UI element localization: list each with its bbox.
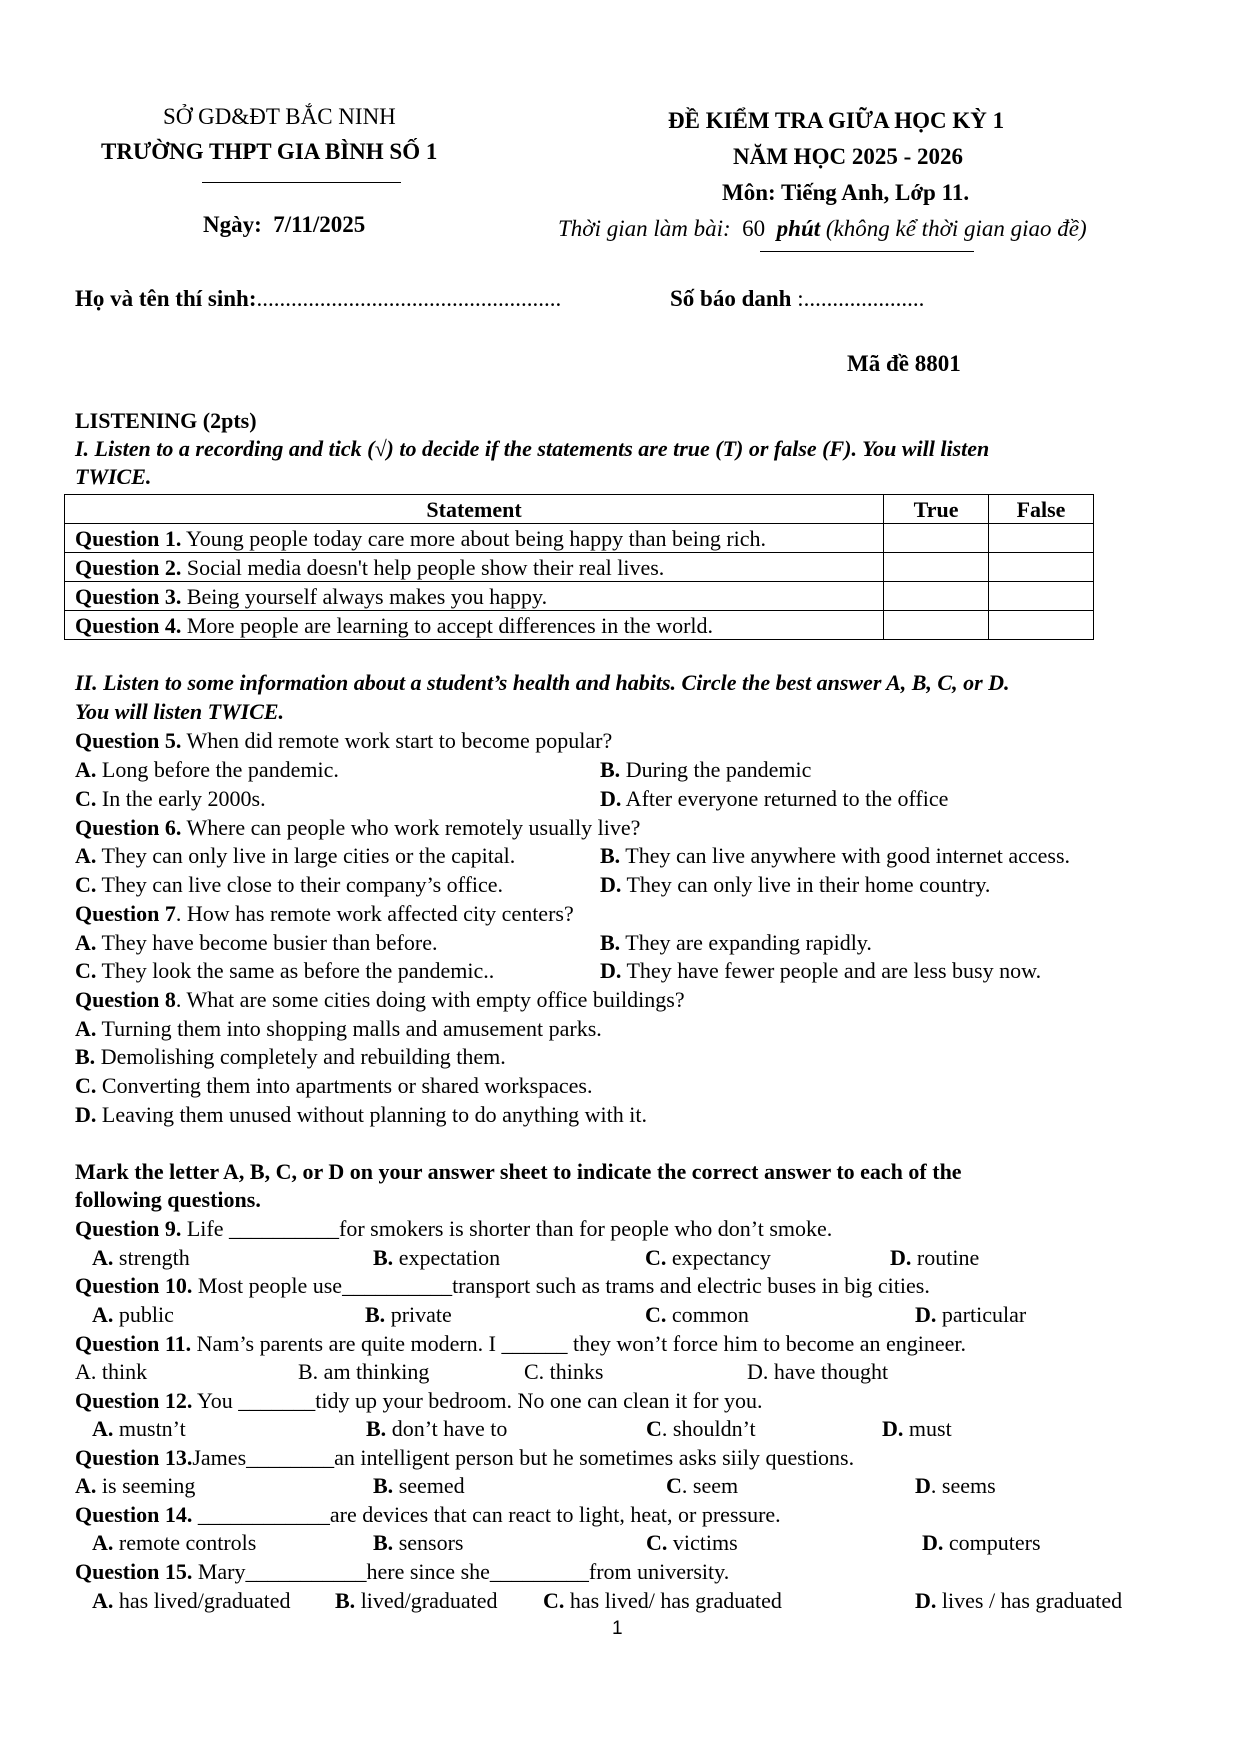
option-letter: C — [666, 1473, 682, 1498]
time-number: 60 — [742, 216, 766, 241]
option-b[interactable] — [373, 1530, 463, 1556]
option-letter: B. — [373, 1530, 394, 1555]
exam-time — [558, 216, 1087, 242]
option-text: particular — [936, 1302, 1027, 1327]
question-15 — [75, 1559, 729, 1585]
option-letter: B. — [600, 930, 621, 955]
option-text: B. am thinking — [298, 1359, 430, 1384]
option-text: private — [385, 1302, 452, 1327]
option-text: They have become busier than before. — [96, 930, 438, 955]
option-text: They look the same as before the pandemic.. — [96, 958, 495, 983]
option-text: . seem — [681, 1473, 739, 1498]
option-text: seemed — [393, 1473, 465, 1498]
option-letter: A. — [92, 1416, 114, 1441]
question-text: Mary___________here since she_________from university. — [192, 1559, 730, 1584]
option-c[interactable] — [75, 1073, 593, 1099]
option-d[interactable] — [915, 1473, 996, 1499]
option-text: remote controls — [113, 1530, 257, 1555]
option-a[interactable] — [75, 930, 437, 956]
option-letter: D. — [915, 1302, 937, 1327]
option-d[interactable] — [600, 872, 990, 898]
option-c[interactable] — [75, 872, 503, 898]
false-cell[interactable] — [989, 553, 1094, 582]
option-letter: A. — [92, 1302, 114, 1327]
candidate-id — [670, 286, 924, 312]
question-6 — [75, 815, 640, 841]
option-d[interactable] — [890, 1245, 979, 1271]
statement-text: Being yourself always makes you happy. — [181, 583, 548, 609]
option-letter: D. — [922, 1530, 944, 1555]
option-b[interactable] — [373, 1473, 465, 1499]
option-text: They can only live in large cities or the capital. — [96, 843, 516, 868]
school-name: TRƯỜNG THPT GIA BÌNH SỐ 1 — [101, 139, 438, 164]
option-letter: D. — [915, 1588, 937, 1613]
option-c[interactable] — [543, 1588, 782, 1614]
statement-table — [64, 494, 1094, 640]
exam-date — [203, 212, 365, 238]
option-a[interactable] — [75, 757, 339, 783]
candidate-info — [75, 286, 561, 312]
time-unit: phút — [776, 216, 821, 241]
option-letter: C. — [646, 1530, 668, 1555]
option-c[interactable] — [524, 1359, 603, 1385]
option-letter: C. — [645, 1245, 667, 1270]
option-letter: C. — [75, 958, 97, 983]
question-text: Nam’s parents are quite modern. I ______ they won’t force him to become an engineer. — [191, 1331, 966, 1356]
option-letter: C. — [645, 1302, 667, 1327]
listening-title: LISTENING (2pts) — [75, 408, 257, 433]
statement-text: More people are learning to accept differences in the world. — [181, 612, 714, 638]
option-c[interactable] — [645, 1245, 771, 1271]
option-text: is seeming — [96, 1473, 196, 1498]
mark-instruction-line1: Mark the letter A, B, C, or D on your answer sheet to indicate the correct answer to each of the — [75, 1159, 962, 1184]
statement-text: Young people today care more about being happy than being rich. — [181, 525, 767, 551]
time-note: (không kể thời gian giao đề) — [825, 216, 1087, 241]
option-text: . shouldn’t — [661, 1416, 756, 1441]
time-underline — [760, 251, 974, 252]
option-text: computers — [943, 1530, 1041, 1555]
option-d[interactable] — [747, 1359, 888, 1385]
candidate-name-label: Họ và tên thí sinh: — [75, 286, 257, 311]
question-9 — [75, 1216, 832, 1242]
question-number: Question 6. — [75, 815, 182, 840]
question-text: Life __________for smokers is shorter than for people who don’t smoke. — [181, 1216, 833, 1241]
option-letter: B. — [365, 1302, 386, 1327]
true-cell[interactable] — [884, 553, 989, 582]
option-text: lived/graduated — [355, 1588, 498, 1613]
option-text: common — [666, 1302, 749, 1327]
candidate-id-dots: :..................... — [797, 286, 925, 311]
question-number: Question 5. — [75, 728, 182, 753]
true-cell[interactable] — [884, 524, 989, 553]
option-text: mustn’t — [113, 1416, 186, 1441]
option-letter: C — [646, 1416, 662, 1441]
option-text: A. think — [75, 1359, 148, 1384]
question-text: Most people use__________transport such as trams and electric buses in big cities. — [192, 1273, 930, 1298]
option-b[interactable] — [600, 843, 1070, 869]
option-a[interactable] — [92, 1302, 174, 1328]
option-letter: B. — [366, 1416, 387, 1441]
statement-cell — [65, 611, 884, 640]
option-text: Turning them into shopping malls and amusement parks. — [96, 1016, 602, 1041]
option-a[interactable] — [92, 1245, 190, 1271]
question-number: Question 11. — [75, 1331, 192, 1356]
option-letter: B. — [600, 843, 621, 868]
option-text: Converting them into apartments or shared workspaces. — [96, 1073, 593, 1098]
question-number: Question 4. — [75, 612, 182, 638]
option-text: They have fewer people and are less busy now. — [621, 958, 1042, 983]
option-text: Long before the pandemic. — [96, 757, 339, 782]
table-row — [65, 611, 1094, 640]
false-cell[interactable] — [989, 582, 1094, 611]
option-c[interactable] — [666, 1473, 738, 1499]
option-text: don’t have to — [386, 1416, 508, 1441]
statement-cell — [65, 582, 884, 611]
question-text: ____________are devices that can react to light, heat, or pressure. — [192, 1502, 781, 1527]
option-letter: D — [915, 1473, 931, 1498]
option-text: . seems — [930, 1473, 996, 1498]
question-number: Question 2. — [75, 554, 182, 580]
option-text: During the pandemic — [620, 757, 812, 782]
date-value: 7/11/2025 — [273, 212, 366, 237]
false-cell[interactable] — [989, 524, 1094, 553]
option-text: After everyone returned to the office — [621, 786, 949, 811]
option-a[interactable] — [92, 1530, 256, 1556]
option-letter: A. — [75, 1016, 97, 1041]
option-text: routine — [911, 1245, 980, 1270]
question-number: Question 9. — [75, 1216, 182, 1241]
question-number: Question 8 — [75, 987, 176, 1012]
question-14 — [75, 1502, 781, 1528]
school-year: NĂM HỌC 2025 - 2026 — [733, 144, 963, 169]
option-letter: D. — [882, 1416, 904, 1441]
question-5 — [75, 728, 612, 754]
option-c[interactable] — [646, 1416, 756, 1442]
option-letter: A. — [92, 1588, 114, 1613]
question-10 — [75, 1273, 930, 1299]
question-text: . What are some cities doing with empty office buildings? — [175, 987, 685, 1012]
option-text: D. have thought — [747, 1359, 889, 1384]
question-text: . How has remote work affected city centers? — [175, 901, 574, 926]
option-d[interactable] — [600, 786, 948, 812]
option-letter: B. — [335, 1588, 356, 1613]
part1-instruction-line1: I. Listen to a recording and tick (√) to decide if the statements are true (T) or false (F). You will listen — [75, 436, 990, 461]
true-cell[interactable] — [884, 611, 989, 640]
option-letter: C. — [75, 872, 97, 897]
option-a[interactable] — [92, 1588, 291, 1614]
option-c[interactable] — [646, 1530, 738, 1556]
option-b[interactable] — [600, 930, 872, 956]
table-header-row — [65, 495, 1094, 524]
option-text: victims — [667, 1530, 738, 1555]
option-letter: A. — [75, 843, 97, 868]
option-letter: A. — [75, 1473, 97, 1498]
mark-instruction-line2: following questions. — [75, 1187, 261, 1212]
part1-instruction-line2: TWICE. — [75, 464, 152, 489]
question-number: Question 1. — [75, 525, 182, 551]
option-letter: D. — [600, 786, 622, 811]
option-letter: B. — [373, 1245, 394, 1270]
option-d[interactable] — [882, 1416, 952, 1442]
candidate-name-dots: ..................................................... — [256, 286, 562, 311]
table-row — [65, 582, 1094, 611]
question-number: Question 3. — [75, 583, 182, 609]
option-letter: B. — [75, 1044, 96, 1069]
option-text: has lived/graduated — [113, 1588, 291, 1613]
option-letter: D. — [600, 872, 622, 897]
question-12 — [75, 1388, 762, 1414]
statement-cell — [65, 524, 884, 553]
option-letter: D. — [75, 1102, 97, 1127]
question-text: James________an intelligent person but he sometimes asks siily questions. — [192, 1445, 855, 1470]
question-text: When did remote work start to become popular? — [181, 728, 613, 753]
question-text: Where can people who work remotely usually live? — [181, 815, 641, 840]
option-c[interactable] — [645, 1302, 749, 1328]
option-a[interactable] — [75, 1016, 602, 1042]
option-text: must — [903, 1416, 952, 1441]
option-text: They are expanding rapidly. — [620, 930, 872, 955]
option-d[interactable] — [922, 1530, 1041, 1556]
question-number: Question 10. — [75, 1273, 193, 1298]
option-b[interactable] — [366, 1416, 507, 1442]
option-d[interactable] — [915, 1588, 1122, 1614]
header-false: False — [989, 495, 1094, 524]
exam-code: Mã đề 8801 — [847, 351, 961, 376]
option-text: public — [113, 1302, 174, 1327]
option-letter: A. — [92, 1530, 114, 1555]
option-text: Leaving them unused without planning to do anything with it. — [96, 1102, 647, 1127]
subject: Môn: Tiếng Anh, Lớp 11. — [722, 180, 970, 205]
question-number: Question 14. — [75, 1502, 193, 1527]
option-letter: A. — [92, 1245, 114, 1270]
department-name: SỞ GD&ĐT BẮC NINH — [163, 104, 396, 129]
option-c[interactable] — [75, 958, 494, 984]
option-b[interactable] — [335, 1588, 498, 1614]
option-b[interactable] — [600, 757, 811, 783]
candidate-id-label: Số báo danh — [670, 286, 792, 311]
exam-title: ĐỀ KIỂM TRA GIỮA HỌC KỲ 1 — [668, 108, 1005, 133]
option-letter: D. — [600, 958, 622, 983]
option-text: In the early 2000s. — [96, 786, 266, 811]
option-text: They can live anywhere with good internet access. — [620, 843, 1071, 868]
question-13 — [75, 1445, 854, 1471]
option-letter: A. — [75, 757, 97, 782]
option-a[interactable] — [75, 1359, 147, 1385]
option-b[interactable] — [365, 1302, 452, 1328]
option-letter: B. — [600, 757, 621, 782]
true-cell[interactable] — [884, 582, 989, 611]
option-d[interactable] — [600, 958, 1041, 984]
option-a[interactable] — [92, 1416, 186, 1442]
option-letter: D. — [890, 1245, 912, 1270]
school-underline — [202, 182, 401, 183]
option-text: lives / has graduated — [936, 1588, 1123, 1613]
part2-instruction-line2: You will listen TWICE. — [75, 699, 285, 724]
option-letter: C. — [75, 786, 97, 811]
option-text: expectancy — [666, 1245, 771, 1270]
question-number: Question 12. — [75, 1388, 193, 1413]
header-statement: Statement — [65, 495, 884, 524]
false-cell[interactable] — [989, 611, 1094, 640]
option-letter: A. — [75, 930, 97, 955]
question-8 — [75, 987, 685, 1013]
option-c[interactable] — [75, 786, 266, 812]
question-7 — [75, 901, 574, 927]
option-text: C. thinks — [524, 1359, 604, 1384]
option-letter: C. — [543, 1588, 565, 1613]
option-d[interactable] — [915, 1302, 1026, 1328]
question-number: Question 13. — [75, 1445, 193, 1470]
option-a[interactable] — [75, 1473, 195, 1499]
option-b[interactable] — [75, 1044, 506, 1070]
option-a[interactable] — [75, 843, 515, 869]
page-number: 1 — [612, 1618, 623, 1639]
option-text: sensors — [393, 1530, 464, 1555]
question-number: Question 15. — [75, 1559, 193, 1584]
option-text: They can only live in their home country. — [621, 872, 991, 897]
statement-text: Social media doesn't help people show their real lives. — [181, 554, 665, 580]
option-text: expectation — [393, 1245, 501, 1270]
table-row — [65, 524, 1094, 553]
option-text: Demolishing completely and rebuilding them. — [95, 1044, 506, 1069]
part2-instruction-line1: II. Listen to some information about a student’s health and habits. Circle the best answer A, B, C, or D. — [75, 670, 1010, 695]
question-text: You _______tidy up your bedroom. No one can clean it for you. — [192, 1388, 763, 1413]
question-11 — [75, 1331, 966, 1357]
option-d[interactable] — [75, 1102, 647, 1128]
option-text: has lived/ has graduated — [564, 1588, 782, 1613]
time-label: Thời gian làm bài: — [558, 216, 731, 241]
option-b[interactable] — [298, 1359, 429, 1385]
option-letter: C. — [75, 1073, 97, 1098]
date-label: Ngày: — [203, 212, 262, 237]
statement-cell — [65, 553, 884, 582]
header-true: True — [884, 495, 989, 524]
option-text: strength — [113, 1245, 190, 1270]
option-text: They can live close to their company’s office. — [96, 872, 504, 897]
option-b[interactable] — [373, 1245, 500, 1271]
table-row — [65, 553, 1094, 582]
question-number: Question 7 — [75, 901, 176, 926]
option-letter: B. — [373, 1473, 394, 1498]
